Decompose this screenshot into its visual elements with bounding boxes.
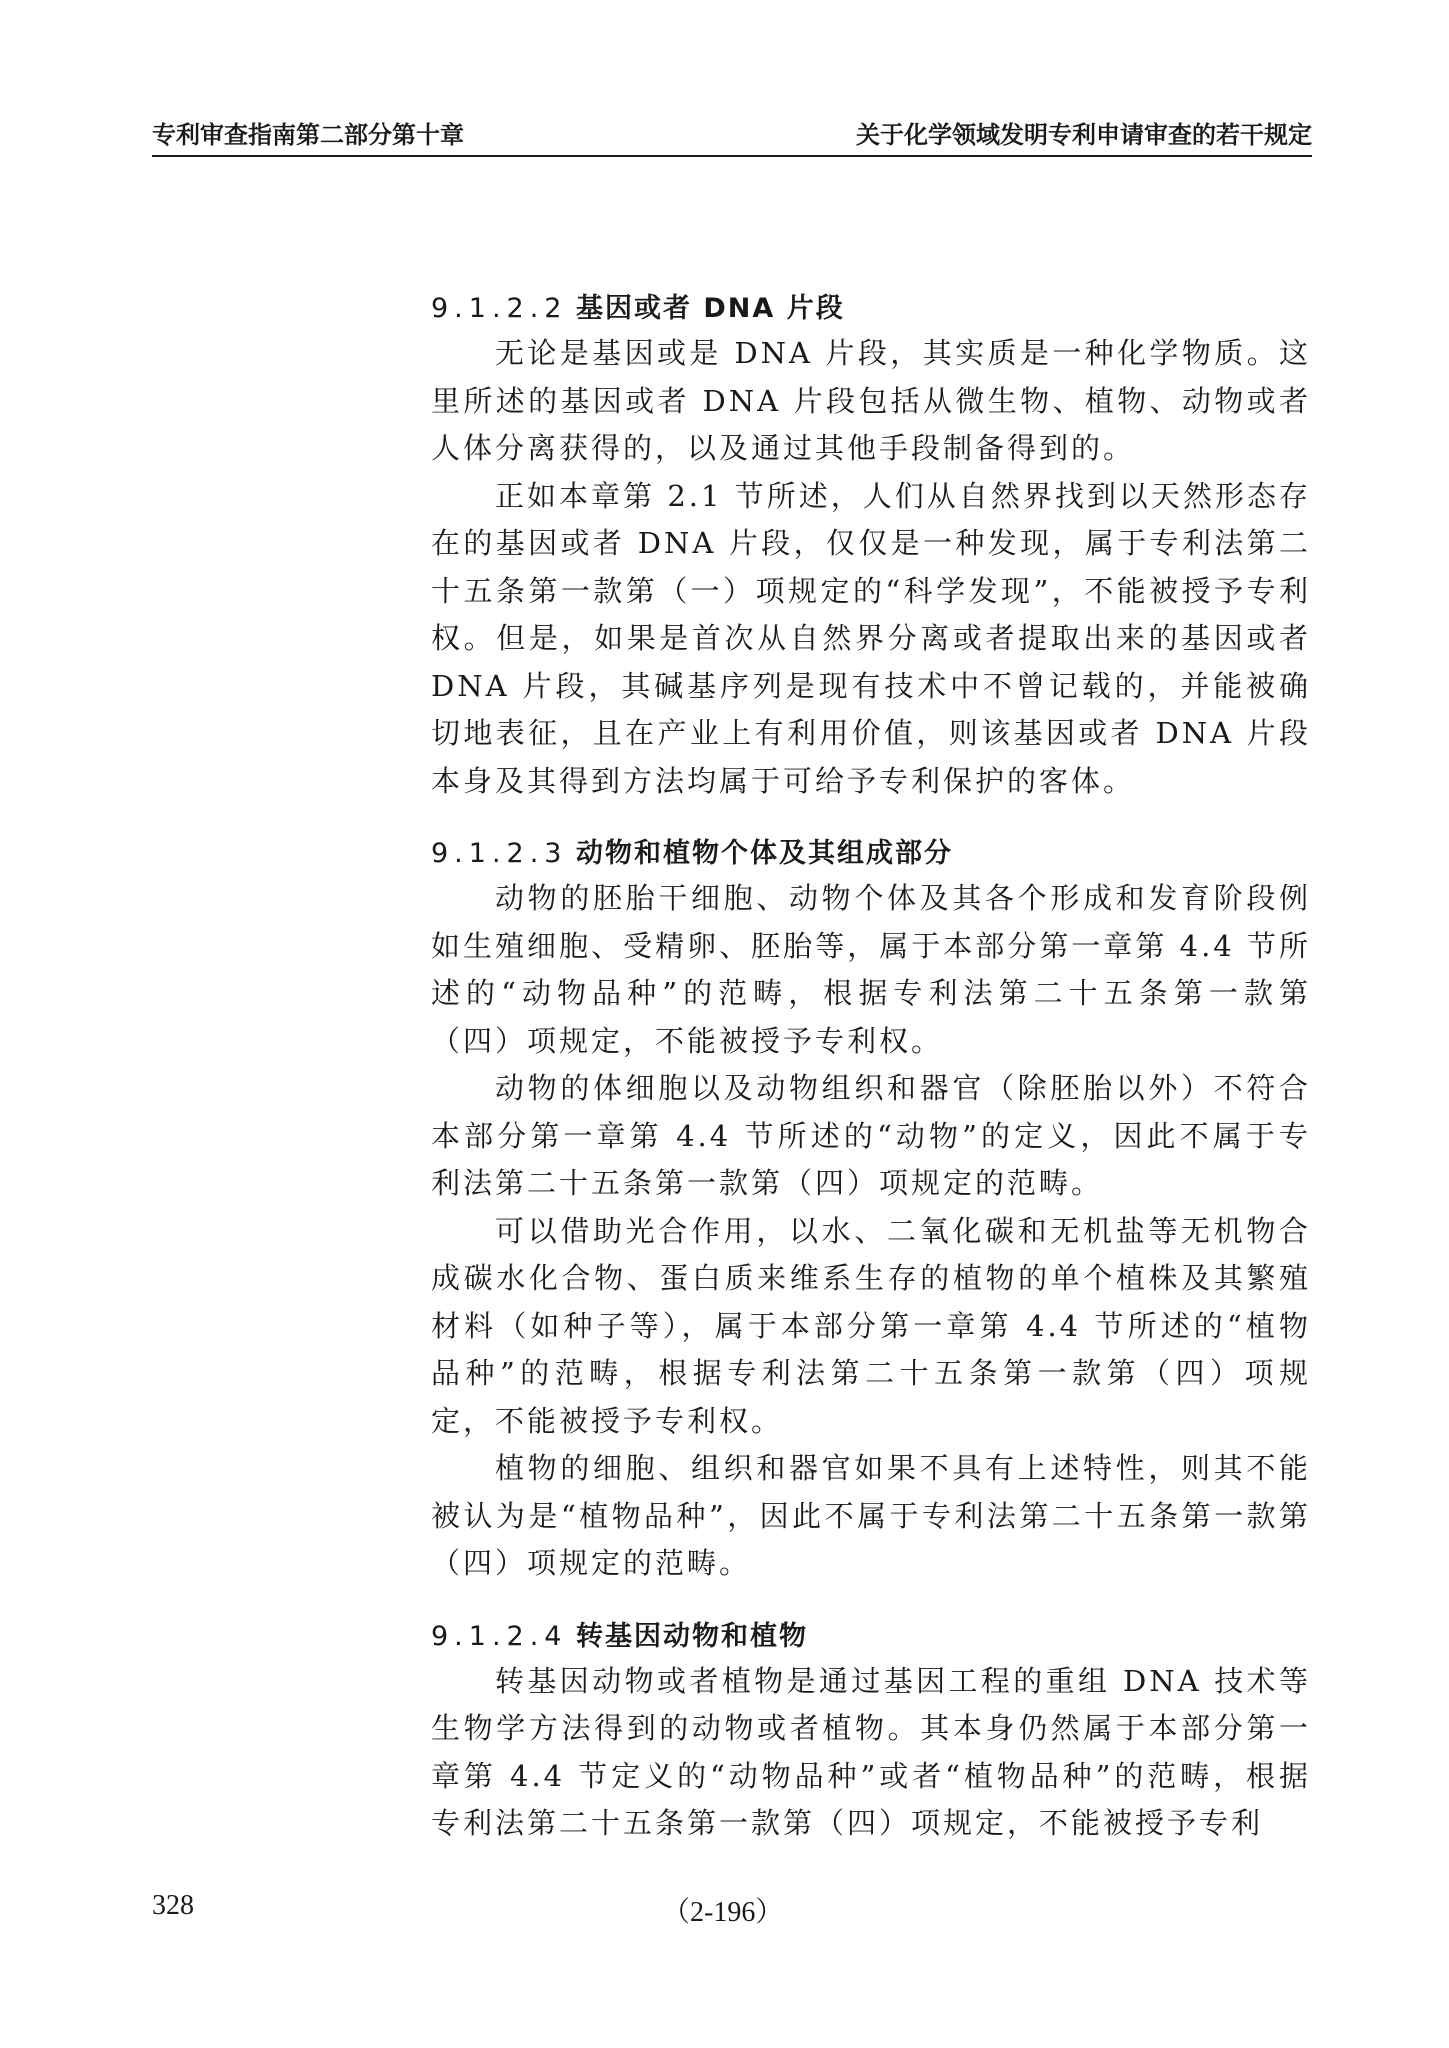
section-code: （2-196） bbox=[662, 1897, 784, 1928]
section-title: 基因或者 DNA 片段 bbox=[576, 293, 845, 324]
header-divider bbox=[152, 155, 1312, 157]
page-body bbox=[431, 288, 1311, 1876]
paragraph: 正如本章第 2.1 节所述，人们从自然界找到以天然形态存在的基因或者 DNA 片段，仅仅是一种发现，属于专利法第二十五条第一款第（一）项规定的“科学发现”，不能被授予专利权。但是，如果是首次从自然界分离或者提取出来的基因或者 DNA 片段，其碱基序列是现有技术中不曾记载的，并能被确切地表征，且在产业上有利用价值，则该基因或者 DNA 片段本身及其得到方法均属于可给予专利保护的客体。 bbox=[431, 478, 1311, 798]
paragraph: 可以借助光合作用，以水、二氧化碳和无机盐等无机物合成碳水化合物、蛋白质来维系生存的植物的单个植株及其繁殖材料（如种子等），属于本部分第一章第 4.4 节所述的“植物品种”的范畴，根据专利法第二十五条第一款第（四）项规定，不能被授予专利权。 bbox=[431, 1213, 1311, 1438]
section-9-1-2-3 bbox=[431, 833, 1311, 1588]
header-chapter: 专利审查指南第二部分第十章 bbox=[152, 121, 464, 149]
running-header bbox=[152, 116, 1312, 156]
section-number: 9.1.2.3 bbox=[431, 838, 568, 869]
paragraph: 转基因动物或者植物是通过基因工程的重组 DNA 技术等生物学方法得到的动物或者植物。其本身仍然属于本部分第一章第 4.4 节定义的“动物品种”或者“植物品种”的范畴，根据专利法第二十五条第一款第（四）项规定，不能被授予专利 bbox=[431, 1663, 1311, 1840]
page-number: 328 bbox=[152, 1890, 194, 1921]
section-title: 动物和植物个体及其组成部分 bbox=[576, 838, 953, 869]
section-title: 转基因动物和植物 bbox=[576, 1620, 808, 1652]
paragraph: 动物的体细胞以及动物组织和器官（除胚胎以外）不符合本部分第一章第 4.4 节所述的“动物”的定义，因此不属于专利法第二十五条第一款第（四）项规定的范畴。 bbox=[431, 1071, 1311, 1200]
paragraph: 动物的胚胎干细胞、动物个体及其各个形成和发育阶段例如生殖细胞、受精卵、胚胎等，属于本部分第一章第 4.4 节所述的“动物品种”的范畴，根据专利法第二十五条第一款第（四）项规定，不能被授予专利权。 bbox=[431, 881, 1311, 1058]
section-heading bbox=[431, 833, 1311, 875]
section-heading bbox=[431, 1616, 1311, 1658]
paragraph: 植物的细胞、组织和器官如果不具有上述特性，则其不能被认为是“植物品种”，因此不属于专利法第二十五条第一款第（四）项规定的范畴。 bbox=[431, 1451, 1311, 1580]
section-9-1-2-4 bbox=[431, 1616, 1311, 1848]
section-heading bbox=[431, 288, 1311, 330]
paragraph: 无论是基因或是 DNA 片段，其实质是一种化学物质。这里所述的基因或者 DNA 片段包括从微生物、植物、动物或者人体分离获得的，以及通过其他手段制备得到的。 bbox=[431, 336, 1311, 465]
header-topic: 关于化学领域发明专利申请审查的若干规定 bbox=[856, 121, 1312, 149]
section-9-1-2-2 bbox=[431, 288, 1311, 805]
section-number: 9.1.2.4 bbox=[431, 1620, 568, 1652]
section-number: 9.1.2.2 bbox=[431, 293, 568, 324]
